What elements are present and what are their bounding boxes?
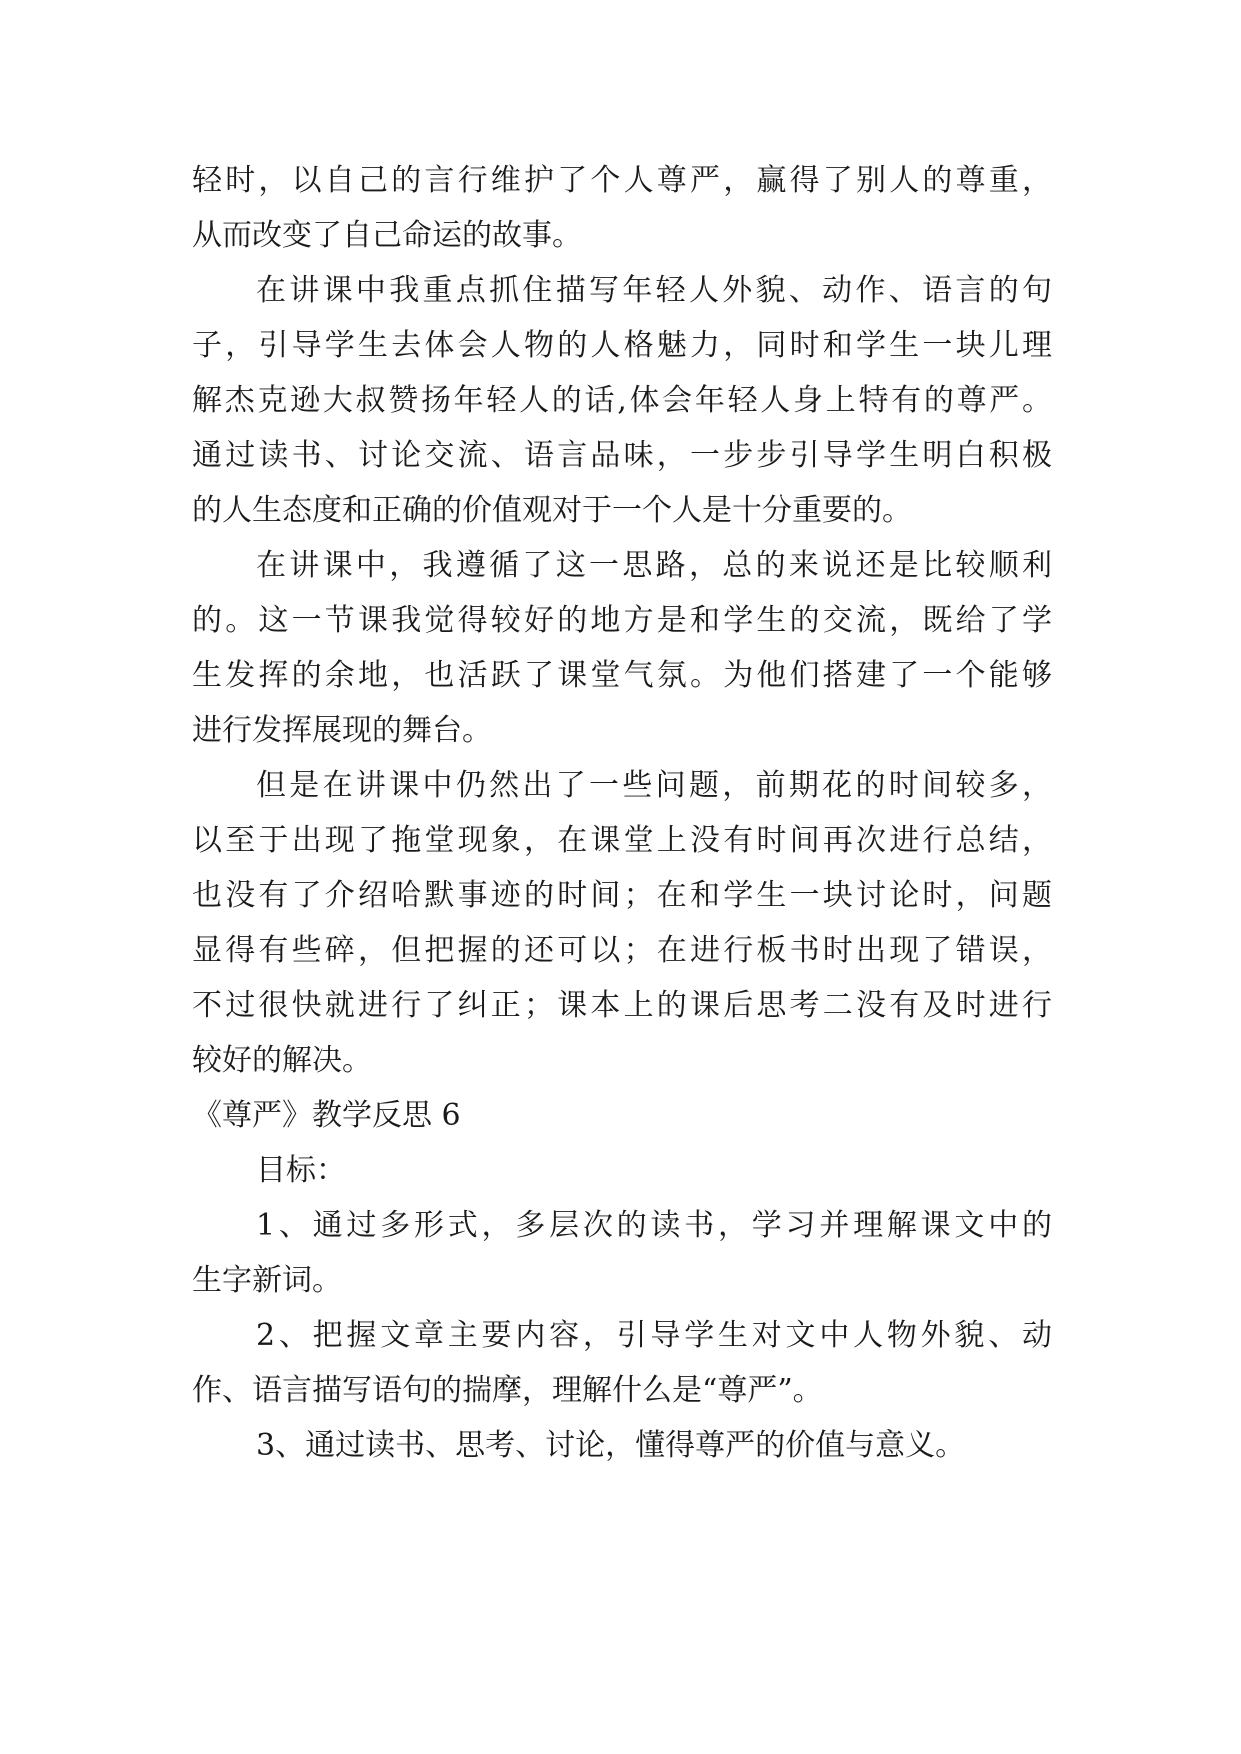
text-line: 通过读书、讨论交流、语言品味，一步步引导学生明白积极 [192, 438, 1052, 473]
text-line: 1、通过多形式，多层次的读书，学习并理解课文中的 [256, 1208, 1052, 1243]
text-line: 轻时，以自己的言行维护了个人尊严，赢得了别人的尊重， [192, 163, 1052, 198]
text-line: 显得有些碎，但把握的还可以；在进行板书时出现了错误， [192, 933, 1052, 968]
text-line: 在讲课中我重点抓住描写年轻人外貌、动作、语言的句 [256, 273, 1052, 308]
text-line: 的。这一节课我觉得较好的地方是和学生的交流，既给了学 [192, 603, 1052, 638]
text-line: 子，引导学生去体会人物的人格魅力，同时和学生一块儿理 [192, 328, 1052, 363]
text-line: 在讲课中，我遵循了这一思路，总的来说还是比较顺利 [256, 548, 1052, 583]
text-line: 解杰克逊大叔赞扬年轻人的话,体会年轻人身上特有的尊严。 [192, 383, 1052, 418]
text-line: 以至于出现了拖堂现象，在课堂上没有时间再次进行总结， [192, 823, 1052, 858]
section-heading: 《尊严》教学反思 6 [192, 1098, 461, 1133]
text-line: 从而改变了自己命运的故事。 [192, 218, 582, 253]
text-line: 作、语言描写语句的揣摩，理解什么是“尊严”。 [192, 1373, 823, 1408]
text-line: 3、通过读书、思考、讨论，懂得尊严的价值与意义。 [256, 1428, 966, 1463]
text-line: 不过很快就进行了纠正；课本上的课后思考二没有及时进行 [192, 988, 1052, 1023]
text-line: 但是在讲课中仍然出了一些问题，前期花的时间较多， [256, 768, 1052, 803]
text-line: 目标： [256, 1153, 346, 1188]
text-line: 较好的解决。 [192, 1043, 372, 1078]
text-line: 生发挥的余地，也活跃了课堂气氛。为他们搭建了一个能够 [192, 658, 1052, 693]
text-line: 生字新词。 [192, 1263, 342, 1298]
text-line: 2、把握文章主要内容，引导学生对文中人物外貌、动 [256, 1318, 1052, 1353]
text-line: 的人生态度和正确的价值观对于一个人是十分重要的。 [192, 493, 912, 528]
text-line: 进行发挥展现的舞台。 [192, 713, 492, 748]
text-line: 也没有了介绍哈默事迹的时间；在和学生一块讨论时，问题 [192, 878, 1052, 913]
document-page [192, 153, 1052, 1473]
